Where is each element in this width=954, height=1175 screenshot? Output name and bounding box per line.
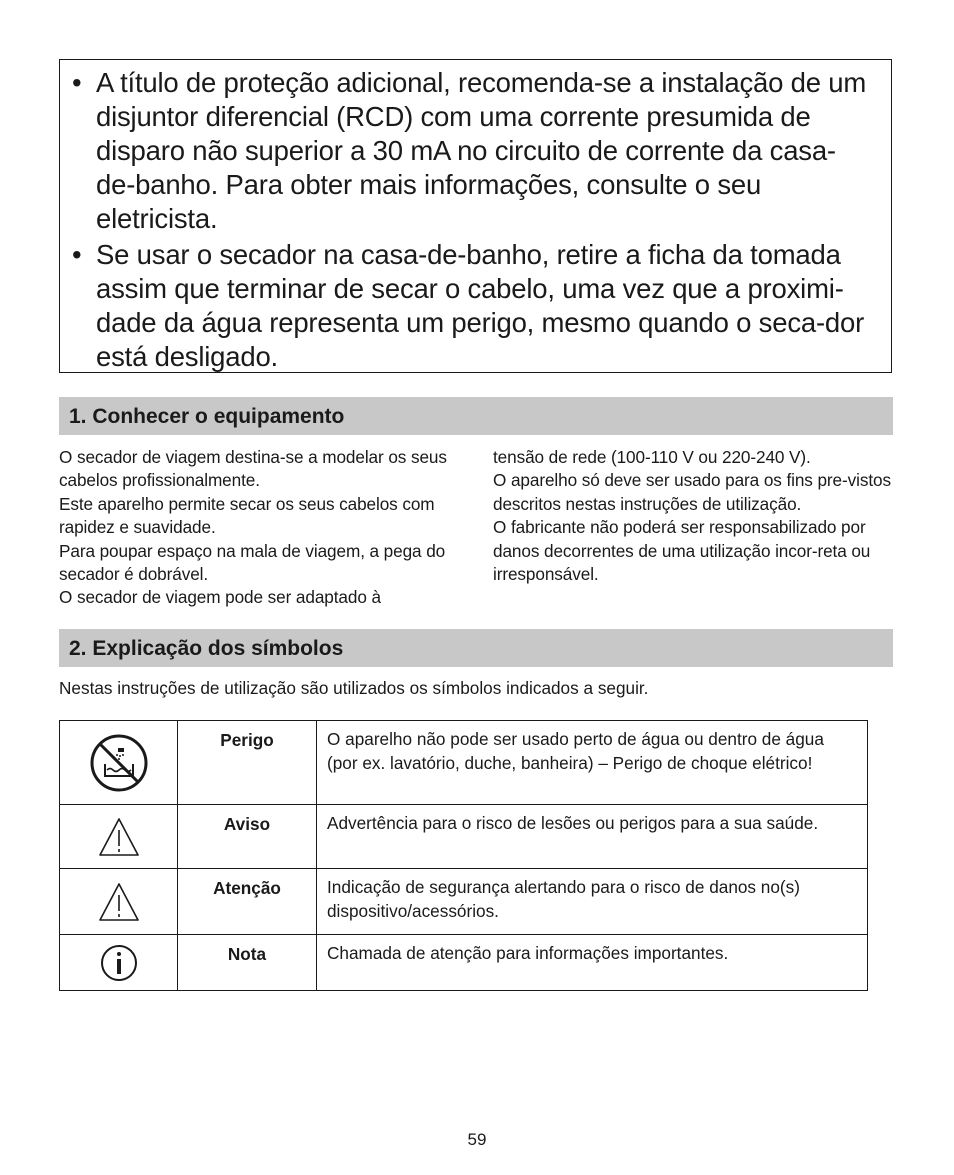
no-water-icon bbox=[88, 732, 150, 794]
page-number: 59 bbox=[467, 1130, 487, 1149]
paragraph: O fabricante não poderá ser responsabilizado por danos decorrentes de uma utilização incor-reta ou irresponsável. bbox=[493, 517, 871, 585]
table-row bbox=[60, 805, 868, 869]
symbol-name: Aviso bbox=[178, 805, 317, 869]
paragraph: tensão de rede (100-110 V ou 220-240 V). bbox=[493, 447, 811, 467]
symbols-table bbox=[59, 720, 868, 991]
warning-list bbox=[72, 66, 871, 374]
symbol-name: Perigo bbox=[178, 721, 317, 805]
icon-cell bbox=[60, 721, 178, 805]
paragraph: Este aparelho permite secar os seus cabelos com rapidez e suavidade. bbox=[59, 493, 435, 538]
warning-item bbox=[72, 238, 871, 374]
section1-right-column bbox=[493, 446, 895, 586]
symbol-name: Atenção bbox=[178, 869, 317, 935]
symbol-description: O aparelho não pode ser usado perto de água ou dentro de água (por ex. lavatório, duche, banheira) – Perigo de choque elétrico! bbox=[317, 721, 868, 805]
symbol-description: Chamada de atenção para informações importantes. bbox=[317, 935, 868, 991]
warning-triangle-icon bbox=[97, 881, 141, 923]
section-heading-1: 1. Conhecer o equipamento bbox=[59, 397, 893, 435]
table-row bbox=[60, 721, 868, 805]
warning-text: Se usar o secador na casa-de-banho, retire a ficha da tomada assim que terminar de secar o cabelo, uma vez que a proximi-dade da água representa um perigo, mesmo quando o seca-dor está desligado. bbox=[96, 239, 865, 372]
paragraph: O aparelho só deve ser usado para os fins pre-vistos descritos nestas instruções de utilização. bbox=[493, 470, 891, 514]
icon-cell bbox=[60, 869, 178, 935]
symbols-intro: Nestas instruções de utilização são utilizados os símbolos indicados a seguir. bbox=[59, 678, 649, 698]
warning-triangle-icon bbox=[97, 816, 141, 858]
warning-text: A título de proteção adicional, recomenda-se a instalação de um disjuntor diferencial (RCD) com uma corrente presumida de disparo não superior a 30 mA no circuito de corrente da casa-de-banho. Para obter mais informações, consulte o seu eletricista. bbox=[96, 67, 867, 234]
section-heading-2: 2. Explicação dos símbolos bbox=[59, 629, 893, 667]
section1-left-column bbox=[59, 446, 461, 610]
table-row bbox=[60, 869, 868, 935]
paragraph: O secador de viagem pode ser adaptado à bbox=[59, 587, 381, 608]
paragraph: O secador de viagem destina-se a modelar os seus cabelos profissionalmente. bbox=[59, 447, 447, 491]
paragraph: Para poupar espaço na mala de viagem, a pega do secador é dobrável. bbox=[59, 540, 446, 585]
table-row bbox=[60, 935, 868, 991]
symbol-name: Nota bbox=[178, 935, 317, 991]
symbol-description: Indicação de segurança alertando para o risco de danos no(s) dispositivo/acessórios. bbox=[317, 869, 868, 935]
warning-item bbox=[72, 66, 871, 236]
icon-cell bbox=[60, 935, 178, 991]
symbol-description: Advertência para o risco de lesões ou perigos para a sua saúde. bbox=[317, 805, 868, 869]
info-icon bbox=[99, 943, 139, 983]
bullet: • bbox=[72, 67, 82, 98]
safety-warning-box bbox=[59, 59, 892, 373]
bullet: • bbox=[72, 239, 82, 270]
icon-cell bbox=[60, 805, 178, 869]
